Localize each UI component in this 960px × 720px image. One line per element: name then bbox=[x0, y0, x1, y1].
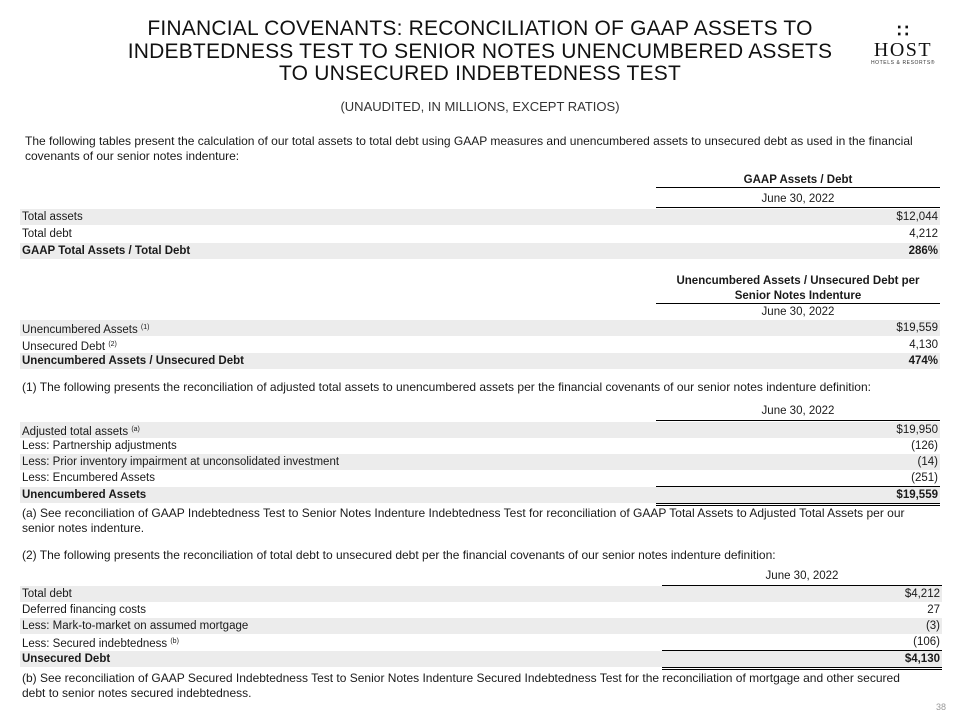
row-value: (3) bbox=[925, 620, 940, 632]
row-value: $12,044 bbox=[896, 211, 938, 223]
page-subtitle: (UNAUDITED, IN MILLIONS, EXCEPT RATIOS) bbox=[340, 99, 620, 114]
row-value: 4,212 bbox=[909, 228, 938, 240]
table-row bbox=[20, 470, 940, 486]
page-number: 38 bbox=[935, 702, 946, 712]
row-value: (14) bbox=[917, 456, 938, 468]
table-row bbox=[20, 602, 942, 618]
row-label: Less: Mark-to-market on assumed mortgage bbox=[22, 620, 249, 632]
row-label: Less: Partnership adjustments bbox=[22, 440, 177, 452]
row-label: Less: Encumbered Assets bbox=[22, 472, 155, 484]
note2-date: June 30, 2022 bbox=[765, 570, 839, 582]
note2-intro: (2) The following presents the reconciliation of total debt to unsecured debt per the financial covenants of our senior notes indenture definition: bbox=[22, 548, 776, 562]
row-note: (1) bbox=[140, 324, 150, 331]
row-label: Unencumbered Assets $^{(1)}$ bbox=[22, 324, 150, 336]
row-label: Unencumbered Assets bbox=[22, 489, 147, 501]
table2-heading bbox=[656, 274, 940, 304]
row-label: Total assets bbox=[22, 211, 83, 223]
table-row bbox=[20, 438, 940, 454]
table1-heading-rule bbox=[656, 187, 940, 188]
row-label: Total debt bbox=[22, 588, 72, 600]
row-label: Adjusted total assets $^{(a)}$ bbox=[22, 426, 140, 438]
row-value: (126) bbox=[911, 440, 938, 452]
row-value: $4,130 bbox=[904, 653, 940, 665]
row-note: (2) bbox=[108, 341, 117, 348]
table-row bbox=[20, 634, 942, 650]
intro-paragraph: The following tables present the calculation of our total assets to total debt using GAAP measures and unencumbered assets to unsecured debt as used in the financial covenants of our senior notes indenture: bbox=[25, 134, 913, 163]
page-title bbox=[100, 18, 860, 86]
note1-date-rule bbox=[656, 420, 940, 421]
logo-tagline: HOTELS & RESORTS® bbox=[870, 60, 936, 66]
row-label: Total debt bbox=[22, 228, 72, 240]
title-line-1: FINANCIAL COVENANTS: RECONCILIATION OF GAAP ASSETS TO bbox=[147, 17, 813, 40]
note2-total-double-rule-b bbox=[662, 669, 942, 670]
row-label: Unsecured Debt $^{(2)}$ bbox=[22, 341, 117, 353]
table-row bbox=[20, 422, 940, 438]
table-row bbox=[20, 320, 940, 336]
row-label: Unencumbered Assets / Unsecured Debt bbox=[22, 355, 244, 367]
table-row-total bbox=[20, 651, 942, 667]
note1-date: June 30, 2022 bbox=[761, 405, 835, 417]
row-label: Deferred financing costs bbox=[22, 604, 147, 616]
table-row-total bbox=[20, 353, 940, 369]
table-row-total bbox=[20, 243, 940, 259]
note2-total-double-rule-a bbox=[662, 667, 942, 668]
note1-footnote: (a) See reconciliation of GAAP Indebtedness Test to Senior Notes Indenture Indebtedness Test for reconciliation of GAAP Total Assets to Adjusted Total Assets per our senior notes indenture. bbox=[22, 506, 905, 535]
row-note: (a) bbox=[131, 426, 140, 433]
note1-intro: (1) The following presents the reconciliation of adjusted total assets to unencumbered assets per the financial covenants of our senior notes indenture definition: bbox=[22, 380, 871, 394]
table-row bbox=[20, 454, 940, 470]
logo-mark-icon: ∷ bbox=[897, 21, 909, 41]
row-value: 474% bbox=[908, 355, 938, 367]
table2-heading-line-1: Unencumbered Assets / Unsecured Debt per bbox=[676, 275, 920, 287]
row-value: $19,559 bbox=[896, 322, 938, 334]
row-label: Less: Prior inventory impairment at unconsolidated investment bbox=[22, 456, 340, 468]
row-label: GAAP Total Assets / Total Debt bbox=[22, 245, 191, 257]
table2-heading-rule bbox=[656, 303, 940, 304]
table-row bbox=[20, 586, 942, 602]
row-value: 286% bbox=[908, 245, 938, 257]
row-value: (106) bbox=[913, 636, 940, 648]
table-row bbox=[20, 618, 942, 634]
table2-date: June 30, 2022 bbox=[761, 306, 835, 318]
host-logo bbox=[868, 22, 938, 66]
title-line-3: TO UNSECURED INDEBTEDNESS TEST bbox=[279, 62, 681, 85]
row-value: 27 bbox=[927, 604, 940, 616]
row-label: Unsecured Debt bbox=[22, 653, 111, 665]
row-value: 4,130 bbox=[909, 339, 938, 351]
title-line-2: INDEBTEDNESS TEST TO SENIOR NOTES UNENCUMBERED ASSETS bbox=[127, 39, 833, 63]
table1-date: June 30, 2022 bbox=[761, 193, 835, 205]
row-label: Less: Secured indebtedness $^{(b)}$ bbox=[22, 638, 179, 650]
table2-heading-line-2: Senior Notes Indenture bbox=[734, 290, 862, 302]
row-value: $19,950 bbox=[896, 424, 938, 436]
note2-footnote: (b) See reconciliation of GAAP Secured Indebtedness Test to Senior Notes Indenture Secured Indebtedness Test for the reconciliation of mortgage and other secured debt to senior notes secured indebtedness. bbox=[22, 671, 900, 700]
table-row bbox=[20, 209, 940, 225]
table-row bbox=[20, 226, 940, 242]
logo-wordmark: HOST bbox=[873, 39, 933, 61]
row-value: $19,559 bbox=[896, 489, 938, 501]
row-value: $4,212 bbox=[904, 588, 940, 600]
table1-date-rule bbox=[656, 207, 940, 208]
table-row-total bbox=[20, 487, 940, 503]
row-value: (251) bbox=[911, 472, 938, 484]
table1-heading: GAAP Assets / Debt bbox=[743, 174, 853, 186]
table-row bbox=[20, 337, 940, 353]
row-note: (b) bbox=[170, 638, 179, 645]
note1-total-double-rule-a bbox=[656, 503, 940, 504]
